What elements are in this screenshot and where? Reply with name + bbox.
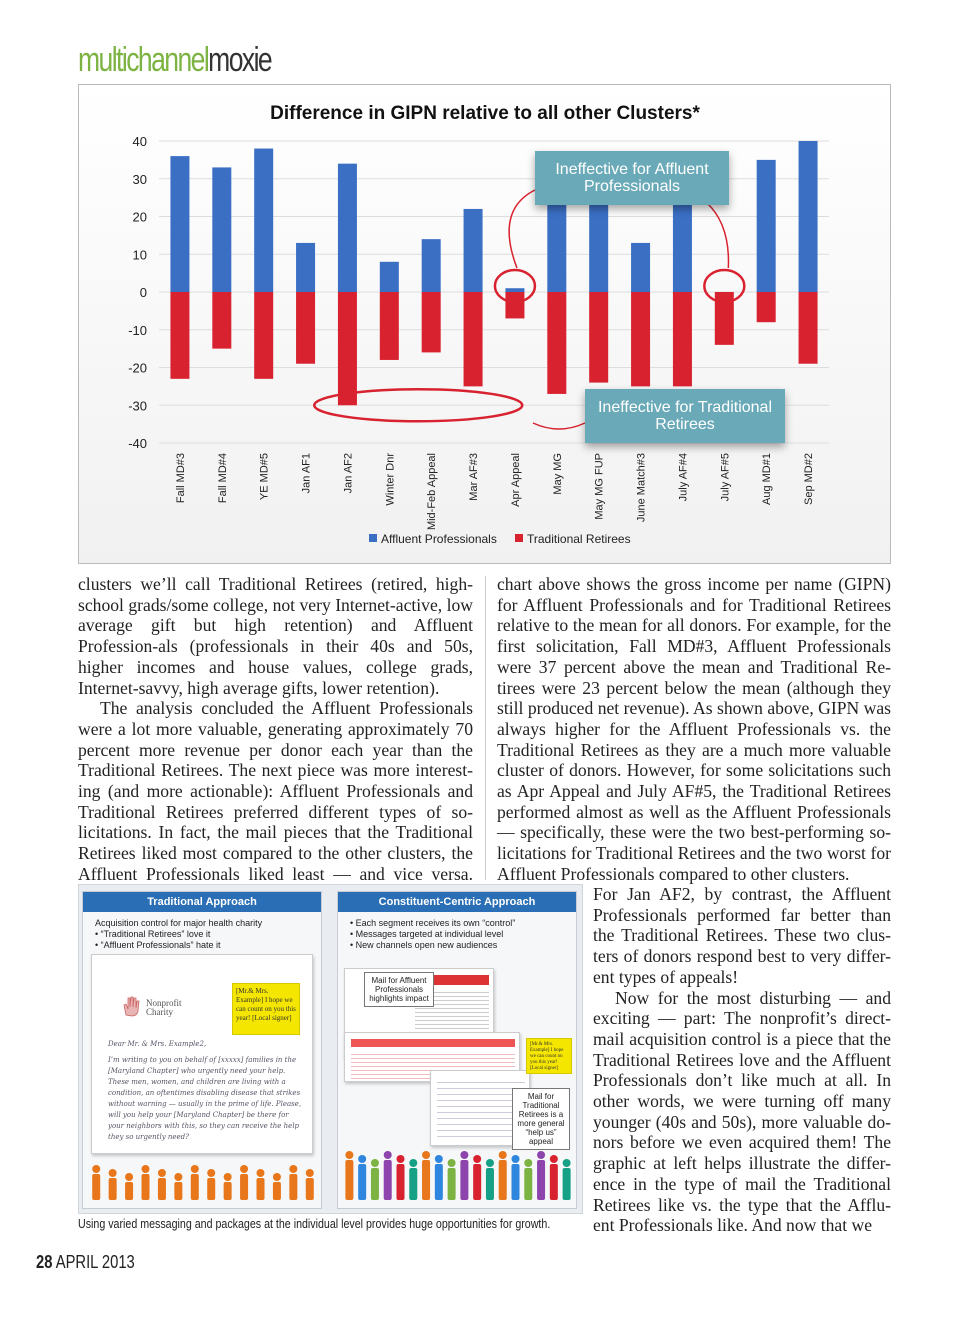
y-tick-label: 20 bbox=[132, 209, 147, 225]
bar-affluent-professionals bbox=[170, 156, 189, 292]
note-retirees: Mail for Traditional Retirees is a more general “help us” appeal bbox=[512, 1088, 570, 1150]
bar-affluent-professionals bbox=[673, 201, 692, 292]
x-tick-label: Winter Dnr bbox=[384, 453, 397, 506]
article-column-narrow bbox=[593, 884, 891, 1236]
bar-affluent-professionals bbox=[799, 141, 818, 292]
article-column-right bbox=[497, 574, 891, 885]
person-icon bbox=[224, 1173, 232, 1200]
x-tick-label: Fall MD#4 bbox=[216, 453, 229, 504]
bar-traditional-retirees bbox=[505, 292, 524, 318]
person-icon bbox=[109, 1169, 117, 1200]
letter-salutation: Dear Mr. & Mrs. Example2, bbox=[108, 1040, 207, 1048]
person-icon bbox=[524, 1159, 532, 1200]
bar-affluent-professionals bbox=[631, 243, 650, 292]
bar-affluent-professionals bbox=[464, 209, 483, 292]
person-icon bbox=[125, 1173, 133, 1200]
bar-affluent-professionals bbox=[380, 262, 399, 292]
person-icon bbox=[460, 1151, 468, 1200]
y-tick-label: -40 bbox=[128, 436, 147, 451]
person-icon bbox=[289, 1165, 297, 1200]
bar-affluent-professionals bbox=[338, 164, 357, 292]
callout-arrow bbox=[509, 190, 535, 268]
sample-letter bbox=[91, 954, 313, 1154]
person-icon bbox=[512, 1155, 520, 1200]
person-icon bbox=[550, 1155, 558, 1200]
person-icon bbox=[158, 1169, 166, 1200]
person-icon bbox=[371, 1159, 379, 1200]
person-icon bbox=[537, 1151, 545, 1200]
hand-icon bbox=[120, 995, 142, 1017]
person-icon bbox=[174, 1173, 182, 1200]
person-icon bbox=[92, 1165, 100, 1200]
x-tick-label: Jan AF1 bbox=[300, 453, 313, 494]
letter-body: I’m writing to you on behalf of [xxxxx] families in the [Maryland Chapter] who urgently need your help. These men, women, and children are living with a condition, an oftentimes disabling disease that strikes without warning — usually in the prime of life. Please, will you help your [Maryland Chapter] be there for your neighbors with this, so they can receive the help they so urgently need? bbox=[108, 1056, 302, 1141]
person-icon bbox=[257, 1169, 265, 1200]
x-tick-label: Sep MD#2 bbox=[803, 453, 816, 505]
bar-affluent-professionals bbox=[422, 239, 441, 292]
note-affluent: Mail for Affluent Professionals highlights impact bbox=[364, 972, 434, 1007]
panel-bullets: • Each segment receives its own “control” • Messages targeted at individual level • New channels open new audiences bbox=[350, 918, 516, 950]
sticky-note: [Mr.& Mrs. Example] I hope we can count on you this year! [Local signer] bbox=[526, 1038, 572, 1074]
person-icon bbox=[409, 1159, 417, 1200]
paragraph: clusters we’ll call Traditional Retirees (retired, high-school grads/some college, not very Internet-active, low average gift but high retention) and Affluent Profession-als (professionals in their 40s and 50s, higher incomes and house values, college grads, Internet-savvy, high average gifts, lower retention). bbox=[78, 574, 473, 698]
person-icon bbox=[499, 1151, 507, 1200]
x-tick-label: YE MD#5 bbox=[258, 453, 271, 501]
person-icon bbox=[142, 1165, 150, 1200]
bar-affluent-professionals bbox=[757, 160, 776, 292]
paragraph: For Jan AF2, by contrast, the Affluent Professionals performed far better than the Traditional Retirees. These two clus-ters of donors respond best to very differ-ent types of appeals! bbox=[593, 884, 891, 987]
issue-date: APRIL 2013 bbox=[55, 1252, 135, 1272]
paragraph: chart above shows the gross income per name (GIPN) for Affluent Professionals and for Traditional Retirees relative to the mean for all donors. For example, for the first solicitation, Fall MD#3, Affluent Professionals were 37 percent above the mean and Traditional Re-tirees were 23 percent below the mean (although they still produced net revenue). As shown above, GIPN was always higher for the Affluent Professionals vs. the Traditional Retirees as they are a much more valuable cluster of donors. However, for some solicitations such as Apr Appeal and July AF#5, the Traditional Retirees performed almost as well as the Affluent Professionals — specifically, these were the two best-performing so-licitations for Traditional Retirees and the two worst for Affluent Professionals compared to other clusters. bbox=[497, 574, 891, 884]
bar-traditional-retirees bbox=[296, 292, 315, 364]
panel-title: Traditional Approach bbox=[83, 892, 321, 912]
people-icons-traditional bbox=[88, 1164, 318, 1204]
constituent-approach-panel bbox=[337, 891, 577, 1209]
x-tick-label: Mid-Feb Appeal bbox=[426, 453, 439, 531]
person-icon bbox=[448, 1159, 456, 1200]
approach-figure bbox=[78, 884, 583, 1214]
callout-arrow bbox=[707, 203, 728, 268]
person-icon bbox=[384, 1151, 392, 1200]
paragraph: Now for the most disturbing — and exciting — part: The nonprofit’s direct-mail acquisition control is a piece that the Traditional Retirees love and the Affluent Professionals don’t like much at all. In other words, we were turning off many younger (40s and 50s), more valuable do-nors before we even acquired them! The graphic at left helps illustrate the differ-ence in the type of mail the Traditional Retirees like vs. the type that the Afflu-ent Professionals like. And now that we bbox=[593, 987, 891, 1236]
callout-retirees: Ineffective for Traditional Retirees bbox=[585, 389, 785, 443]
person-icon bbox=[306, 1169, 314, 1200]
y-tick-label: -10 bbox=[128, 322, 147, 338]
person-icon bbox=[563, 1159, 571, 1200]
bar-traditional-retirees bbox=[547, 292, 566, 394]
bar-traditional-retirees bbox=[380, 292, 399, 360]
people-icons-segmented bbox=[343, 1150, 573, 1206]
brand-logo: multichannelmoxie bbox=[78, 41, 272, 79]
bar-traditional-retirees bbox=[673, 292, 692, 386]
bar-traditional-retirees bbox=[422, 292, 441, 352]
x-tick-label: Aug MD#1 bbox=[761, 453, 774, 505]
paragraph: The analysis concluded the Affluent Professionals were a lot more valuable, generating approximately 70 percent more revenue per donor each year than the Traditional Retirees. The next piece was more interest-ing (and more actionable): Affluent Professionals and Traditional Retirees preferred different types of so-licitations. In fact, the mail pieces that the Traditional Retirees liked most compared to the other clusters, the Affluent Professionals liked least — and vice versa. bbox=[78, 698, 473, 884]
panel-title: Constituent-Centric Approach bbox=[338, 892, 576, 912]
x-tick-label: Fall MD#3 bbox=[174, 453, 187, 504]
bar-traditional-retirees bbox=[589, 292, 608, 383]
x-tick-label: May MG bbox=[551, 453, 564, 495]
sticky-note: [Mr.& Mrs. Example] I hope we can count on you this year! [Local signer] bbox=[232, 983, 300, 1035]
legend-swatch-affluent bbox=[369, 534, 377, 542]
page-number: 28 bbox=[36, 1252, 53, 1272]
column-divider bbox=[485, 576, 486, 880]
y-tick-label: 40 bbox=[132, 134, 147, 149]
x-tick-label: July AF#5 bbox=[719, 453, 732, 502]
x-tick-label: Mar AF#3 bbox=[468, 453, 481, 501]
bar-affluent-professionals bbox=[296, 243, 315, 292]
bar-traditional-retirees bbox=[212, 292, 231, 349]
legend-label: Affluent Professionals bbox=[381, 532, 497, 546]
person-icon bbox=[422, 1151, 430, 1200]
y-tick-label: 30 bbox=[132, 171, 147, 187]
bar-traditional-retirees bbox=[170, 292, 189, 379]
gipn-chart bbox=[78, 84, 891, 564]
person-icon bbox=[358, 1155, 366, 1200]
bar-traditional-retirees bbox=[799, 292, 818, 364]
person-icon bbox=[273, 1173, 281, 1200]
legend-label: Traditional Retirees bbox=[527, 532, 631, 546]
person-icon bbox=[473, 1155, 481, 1200]
person-icon bbox=[486, 1159, 494, 1200]
org-name: Nonprofit Charity bbox=[146, 998, 182, 1017]
bar-affluent-professionals bbox=[212, 167, 231, 292]
chart-title: Difference in GIPN relative to all other Clusters* bbox=[270, 103, 700, 124]
person-icon bbox=[397, 1155, 405, 1200]
x-tick-label: July AF#4 bbox=[677, 453, 690, 502]
bar-traditional-retirees bbox=[464, 292, 483, 386]
person-icon bbox=[435, 1155, 443, 1200]
x-tick-label: June Match#3 bbox=[635, 453, 648, 523]
y-tick-label: 0 bbox=[139, 285, 147, 300]
bar-affluent-professionals bbox=[505, 288, 524, 292]
person-icon bbox=[191, 1165, 199, 1200]
person-icon bbox=[345, 1151, 353, 1200]
x-tick-label: May MG FUP bbox=[593, 453, 606, 520]
y-tick-label: 10 bbox=[132, 247, 147, 263]
x-tick-label: Jan AF2 bbox=[342, 453, 355, 494]
callout-arrow bbox=[533, 423, 585, 429]
article-column-left bbox=[78, 574, 473, 905]
y-tick-label: -30 bbox=[128, 398, 147, 414]
figure-caption: Using varied messaging and packages at the individual level provides huge opportunities for growth. bbox=[78, 1216, 551, 1231]
callout-affluent: Ineffective for Affluent Professionals bbox=[535, 151, 729, 205]
x-tick-label: Apr Appeal bbox=[509, 453, 522, 507]
bar-traditional-retirees bbox=[338, 292, 357, 405]
legend-swatch-retirees bbox=[515, 534, 523, 542]
traditional-approach-panel bbox=[82, 891, 322, 1209]
bar-traditional-retirees bbox=[631, 292, 650, 386]
person-icon bbox=[207, 1169, 215, 1200]
bar-traditional-retirees bbox=[254, 292, 273, 379]
panel-bullets: Acquisition control for major health charity • “Traditional Retirees” love it • “Affluent Professionals” hate it bbox=[95, 918, 263, 950]
chart-canvas bbox=[79, 85, 892, 565]
person-icon bbox=[240, 1165, 248, 1200]
y-tick-label: -20 bbox=[128, 360, 147, 376]
bar-affluent-professionals bbox=[254, 149, 273, 292]
page-footer bbox=[36, 1252, 135, 1273]
bar-traditional-retirees bbox=[757, 292, 776, 322]
